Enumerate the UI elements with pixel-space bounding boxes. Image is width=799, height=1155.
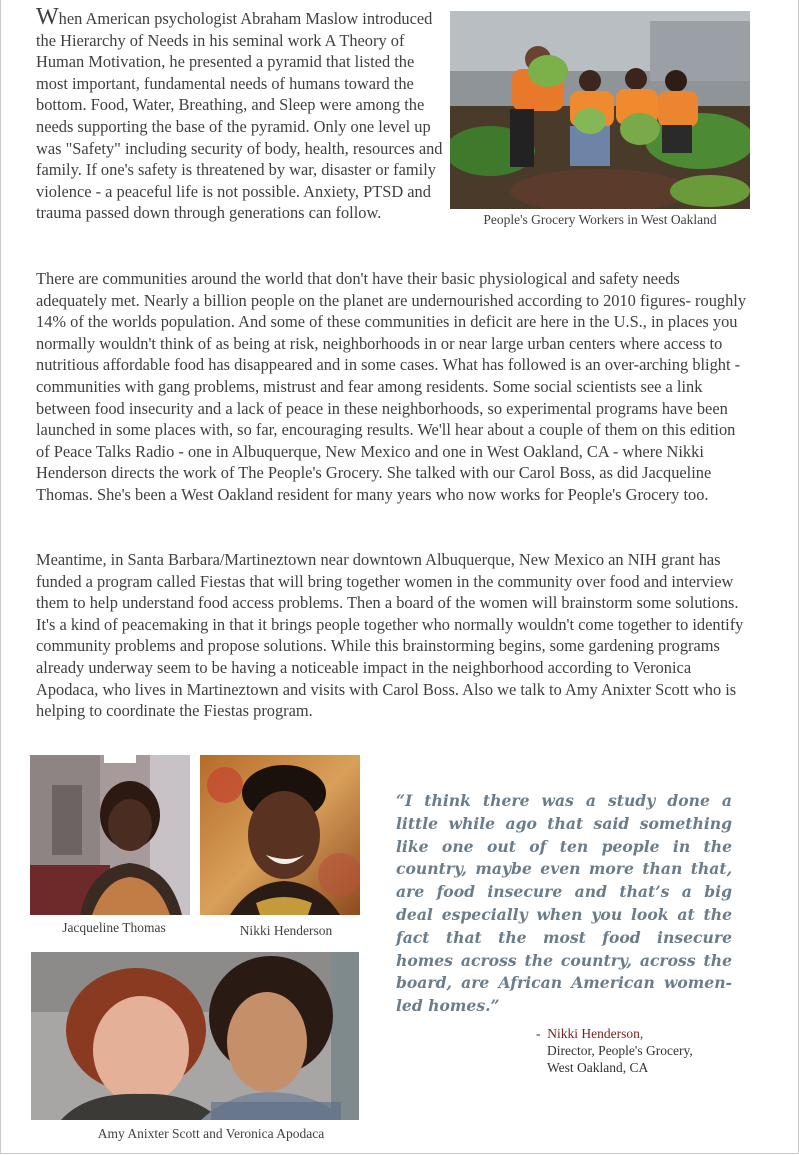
nikki-henderson-photo: [200, 755, 360, 915]
grocery-workers-photo: [450, 11, 750, 209]
intro-text: hen American psychologist Abraham Maslow introduced the Hierarchy of Needs in his seminal work A Theory of Human Motivation, he presented a pyramid that listed the most important, fundamental needs of humans toward the bottom. Food, Water, Breathing, and Sleep were among the needs supporting the base of the pyramid. Only one level up was "Safety" including security of body, health, resources and family. If one's safety is threatened by war, disaster or family violence - a peaceful life is not possible. Anxiety, PTSD and trauma passed down through generations can follow.: [36, 9, 443, 223]
drop-cap: W: [36, 4, 59, 30]
nikki-henderson-caption: Nikki Henderson: [239, 923, 333, 938]
grocery-workers-caption: People's Grocery Workers in West Oakland: [483, 212, 717, 227]
attribution-name: Nikki Henderson,: [547, 1026, 644, 1041]
amy-veronica-photo: [31, 952, 359, 1120]
attribution-location: West Oakland, CA: [547, 1060, 649, 1075]
jacqueline-thomas-photo: [30, 755, 190, 915]
jacqueline-thomas-caption: Jacqueline Thomas: [62, 920, 166, 935]
paragraph-3: Meantime, in Santa Barbara/Martineztown near downtown Albuquerque, New Mexico an NIH grant has funded a program called Fiestas that will bring together women in the community over food and interview them to help understand food access problems. Then a board of the women will brainstorm some solutions. It's a kind of peacemaking in that it brings people together who normally wouldn't come together to identify community problems and propose solutions. While this brainstorming begins, some gardening programs already underway seem to be having a noticeable impact in the neighborhood according to Veronica Apodaca, who lives in Martineztown and visits with Carol Boss. Also we talk to Amy Anixter Scott who is helping to coordinate the Fiestas program.: [36, 550, 744, 721]
intro-paragraph: [36, 4, 448, 224]
paragraph-2: There are communities around the world that don't have their basic physiological and safety needs adequately met. Nearly a billion people on the planet are undernourished according to 2010 figures- roughly 14% of the worlds population. And some of these communities in deficit are here in the U.S., in places you normally wouldn't think of as being at risk, neighborhoods in or near large urban centers where access to nutritious affordable food has disappeared and in some cases. What has followed is an over-arching blight - communities with gang problems, mistrust and fear among residents. Some social scientists see a link between food insecurity and a lack of peace in these neighborhoods, so experimental programs have been launched in some places with, so far, encouraging results. We'll hear about a couple of them on this edition of Peace Talks Radio - one in Albuquerque, New Mexico and one in West Oakland, CA - where Nikki Henderson directs the work of The People's Grocery. She talked with our Carol Boss, as did Jacqueline Thomas. She's been a West Oakland resident for many years who now works for People's Grocery too.: [36, 269, 747, 504]
attribution-title: Director, People's Grocery,: [547, 1043, 693, 1058]
quote-attribution: [536, 1025, 693, 1076]
pull-quote: “I think there was a study done a little while ago that said something like one out of ten people in the country, maybe even more than that, are food insecure and that’s a big deal especially when you look at the fact that the most food insecure homes across the country, across the board, are African American women-led homes.”: [396, 791, 732, 1016]
amy-veronica-caption: Amy Anixter Scott and Veronica Apodaca: [97, 1126, 325, 1141]
attribution-dash: -: [536, 1026, 541, 1041]
